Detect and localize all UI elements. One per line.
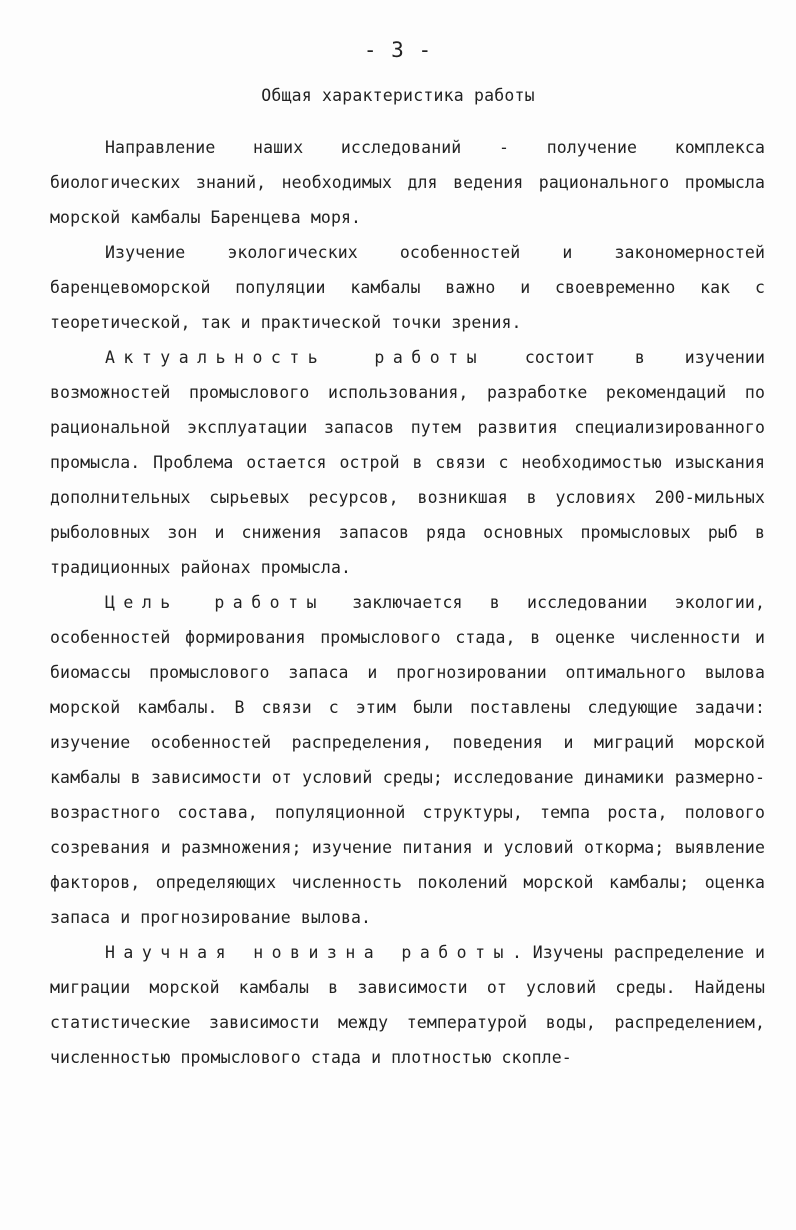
- paragraph-text: Изучение экологических особенностей и закономерностей баренцевоморской популяции камбалы важно и своевременно как с теоретической, так и практической точки зрения.: [50, 243, 765, 332]
- paragraph-text: состоит в изучении возможностей промыслового использования, разработке рекомендаций по рациональной эксплуатации запасов путем развития специализированного промысла. Проблема остается острой в связи с необходимостью изыскания дополнительных сырьевых ресурсов, возникшая в условиях 200-мильных рыболовных зон и снижения запасов ряда основных промысловых рыб в традиционных районах промысла.: [50, 348, 765, 577]
- paragraph: [50, 235, 765, 340]
- paragraph-lead: Актуальность работы: [105, 348, 486, 367]
- body-text: [50, 130, 765, 1075]
- paragraph: [50, 935, 765, 1075]
- section-heading: Общая характеристика работы: [261, 86, 535, 105]
- paragraph-text: . Изучены распределение и миграции морской камбалы в зависимости от условий среды. Найдены статистические зависимости между температурой воды, распределением, численностью промыслового стада и плотностью скопле-: [50, 943, 765, 1067]
- paragraph: [50, 130, 765, 235]
- paragraph: [50, 585, 765, 935]
- paragraph: [50, 340, 765, 585]
- paragraph-lead: Научная новизна работы: [105, 943, 512, 962]
- paragraph-lead: Цель работы: [105, 593, 325, 612]
- paragraph-text: Направление наших исследований - получение комплекса биологических знаний, необходимых для ведения рационального промысла морской камбалы Баренцева моря.: [50, 138, 765, 227]
- page-number: - 3 -: [363, 38, 433, 62]
- paragraph-text: заключается в исследовании экологии, особенностей формирования промыслового стада, в оценке численности и биомассы промыслового запаса и прогнозировании оптимального вылова морской камбалы. В связи с этим были поставлены следующие задачи: изучение особенностей распределения, поведения и миграций морской камбалы в зависимости от условий среды; исследование динамики размерно-возрастного состава, популяционной структуры, темпа роста, полового созревания и размножения; изучение питания и условий откорма; выявление факторов, определяющих численность поколений морской камбалы; оценка запаса и прогнозирование вылова.: [50, 593, 765, 927]
